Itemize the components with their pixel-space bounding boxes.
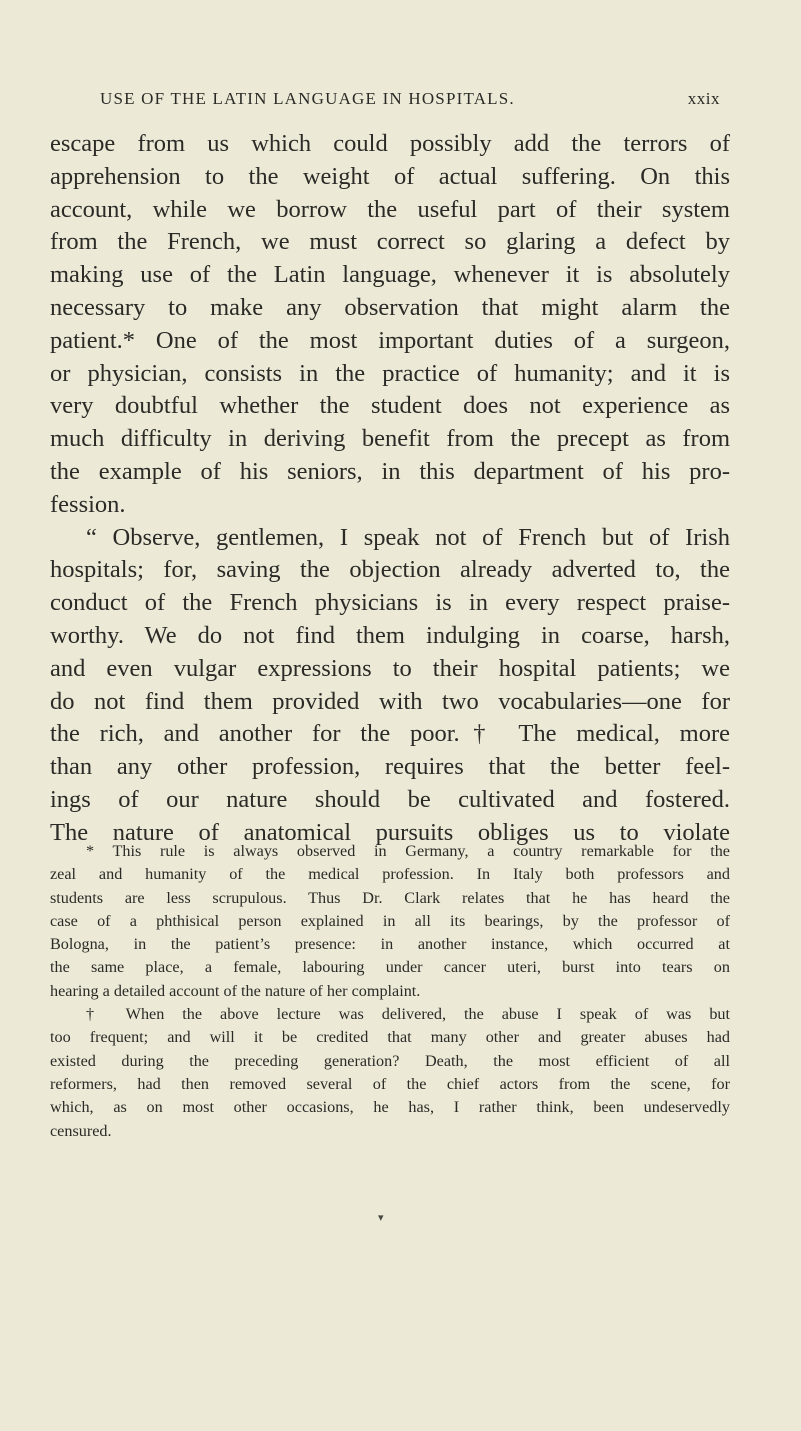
body-line: conduct of the French physicians is in every respect praise- [50,589,730,617]
body-line: from the French, we must correct so glaring a defect by [50,228,730,256]
footnote-line: hearing a detailed account of the nature of her complaint. [50,981,421,1000]
body-line: much difficulty in deriving benefit from the precept as from [50,425,730,453]
body-line: or physician, consists in the practice of humanity; and it is [50,359,730,387]
body-line: fession. [50,490,126,518]
footnote-line: censured. [50,1121,112,1140]
footnote-line: which, as on most other occasions, he has, I rather think, been undeservedly [50,1098,730,1117]
footnote-line: existed during the preceding generation? Death, the most efficient of all [50,1051,730,1070]
page-number: xxix [687,89,720,108]
body-line: hospitals; for, saving the objection already adverted to, the [50,556,730,584]
footnote-line: Bologna, in the patient’s presence: in another instance, which occurred at [50,935,730,954]
body-line: necessary to make any observation that might alarm the [50,293,730,321]
body-line: and even vulgar expressions to their hospital patients; we [50,654,730,682]
body-text [50,128,730,850]
body-line: account, while we borrow the useful part of their system [50,195,730,223]
footnote-line: too frequent; and will it be credited that many other and greater abuses had [50,1028,730,1047]
footnote-line: students are less scrupulous. Thus Dr. Clark relates that he has heard the [50,888,730,907]
body-line: very doubtful whether the student does not experience as [50,392,730,420]
footnote-line: † When the above lecture was delivered, the abuse I speak of was but [86,1005,730,1024]
footnote-line: case of a phthisical person explained in all its bearings, by the professor of [50,911,730,930]
body-line: the rich, and another for the poor.† The medical, more [50,720,730,748]
body-line: The nature of anatomical pursuits obliges us to violate [50,818,730,846]
body-line: patient.* One of the most important duties of a surgeon, [50,326,730,354]
footnote-line: * This rule is always observed in Germany, a country remarkable for the [86,842,730,860]
printer-mark: ▾ [378,1212,384,1224]
body-line: apprehension to the weight of actual suffering. On this [50,162,730,190]
body-line: escape from us which could possibly add the terrors of [50,130,730,157]
running-head-title: USE OF THE LATIN LANGUAGE IN HOSPITALS. [100,89,515,108]
body-line: the example of his seniors, in this department of his pro- [50,457,730,485]
running-head [100,89,720,109]
body-line: do not find them provided with two vocabularies—one for [50,687,730,715]
footnote-line: the same place, a female, labouring under cancer uteri, burst into tears on [50,958,730,977]
body-line: making use of the Latin language, whenever it is absolutely [50,261,730,289]
footnote-line: reformers, had then removed several of the chief actors from the scene, for [50,1074,730,1093]
footnote-line: zeal and humanity of the medical profession. In Italy both professors and [50,865,730,884]
body-line: “ Observe, gentlemen, I speak not of French but of Irish [86,523,730,551]
body-line: worthy. We do not find them indulging in coarse, harsh, [50,621,730,649]
footnotes [50,840,730,1143]
body-line: than any other profession, requires that the better feel- [50,753,730,781]
body-line: ings of our nature should be cultivated and fostered. [50,785,730,813]
